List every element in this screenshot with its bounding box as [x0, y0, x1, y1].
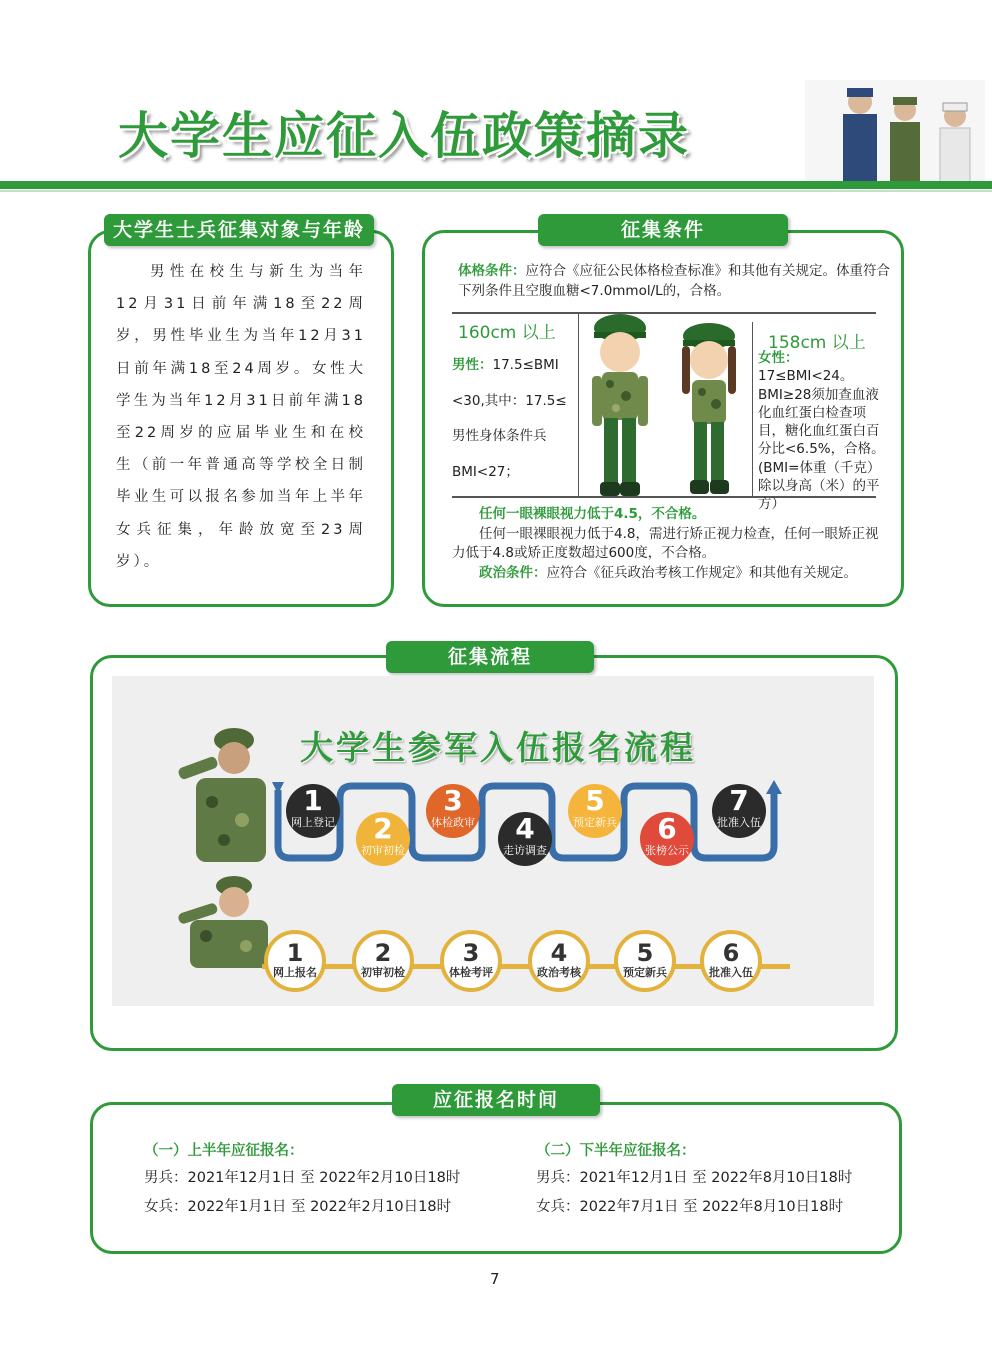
male-height: 160cm 以上: [458, 323, 556, 343]
male-line-4: BMI<27；: [452, 463, 519, 480]
page-title: 大学生应征入伍政策摘录: [118, 107, 690, 165]
male-line-1: 17.5≤BMI: [492, 357, 559, 373]
eligibility-text: [116, 256, 366, 578]
male-step-number: 5: [585, 784, 605, 817]
second-half-female: 女兵：2022年7月1日 至 2022年8月10日18时: [536, 1199, 844, 1215]
female-step-2: [352, 930, 414, 992]
male-step-7: [712, 784, 766, 838]
male-salute-soldier: [176, 722, 272, 862]
male-step-number: 1: [303, 784, 323, 817]
political-text: 应符合《征兵政治考核工作规定》和其他有关规定。: [546, 564, 857, 581]
first-half-male: 男兵：2021年12月1日 至 2022年2月10日18时: [144, 1170, 461, 1186]
male-line-3: 男性身体条件兵: [452, 428, 547, 444]
male-soldier-figure: [588, 312, 652, 498]
header-rule-light: [0, 190, 992, 192]
male-step-number: 7: [729, 784, 749, 817]
male-step-label: 网上登记: [291, 816, 335, 829]
header-rule: [0, 181, 992, 189]
female-step-label: 政治考核: [537, 966, 581, 979]
female-label: 女性：: [758, 350, 799, 366]
female-step-label: 体检考评: [449, 966, 493, 979]
male-step-number: 3: [443, 784, 463, 817]
conditions-tab: 征集条件: [538, 214, 788, 246]
female-step-5: [614, 930, 676, 992]
male-step-6: [640, 812, 694, 866]
process-tab: 征集流程: [386, 641, 594, 673]
political-label: 政治条件：: [479, 564, 547, 581]
male-step-label: 走访调查: [503, 844, 547, 857]
male-step-2: [356, 812, 410, 866]
page-number: 7: [490, 1270, 500, 1288]
first-half-female: 女兵：2022年1月1日 至 2022年2月10日18时: [144, 1199, 452, 1215]
second-half-title: （二）下半年应征报名：: [536, 1143, 696, 1159]
vision-bold: 任何一眼裸眼视力低于4.5，不合格。: [479, 506, 706, 522]
female-step-number: 2: [374, 939, 392, 967]
female-bmi: [758, 349, 888, 514]
female-salute-soldier: [176, 872, 268, 968]
male-step-number: 6: [657, 812, 677, 845]
registration-time-tab: 应征报名时间: [392, 1084, 600, 1116]
process-title: 大学生参军入伍报名流程: [300, 728, 696, 767]
female-soldier-figure: [676, 322, 742, 498]
female-step-1: [264, 930, 326, 992]
height-rule-top: [452, 312, 876, 314]
male-step-number: 2: [373, 812, 393, 845]
physical-text: 应符合《应征公民体格检查标准》和其他有关规定。体重符合下列条件且空腹血糖<7.0mmol/L的，合格。: [458, 263, 890, 299]
female-step-number: 3: [462, 939, 480, 967]
first-half-title: （一）上半年应征报名：: [144, 1143, 304, 1159]
female-step-3: [440, 930, 502, 992]
header-soldiers-image: [805, 80, 985, 182]
female-step-6: [700, 930, 762, 992]
second-half-male: 男兵：2021年12月1日 至 2022年8月10日18时: [536, 1170, 853, 1186]
vision-text: 任何一眼裸眼视力低于4.8，需进行矫正视力检查，任何一眼矫正视力低于4.8或矫正度数超过600度，不合格。: [452, 525, 879, 561]
male-step-4: [498, 812, 552, 866]
female-step-number: 4: [550, 939, 568, 967]
male-step-label: 张榜公示: [645, 844, 689, 857]
second-half-section: [536, 1138, 896, 1222]
female-step-number: 5: [636, 939, 654, 967]
female-step-label: 预定新兵: [623, 966, 667, 979]
male-step-label: 体检政审: [431, 816, 475, 829]
female-step-number: 6: [722, 939, 740, 967]
physical-condition: [458, 262, 890, 301]
female-height: 158cm 以上: [768, 333, 866, 353]
eligibility-body: 男性在校生与新生为当年12月31日前年满18至22周岁，男性毕业生为当年12月31日前年满18至24周岁。女性大学生为当年12月31日前年满18至22周岁的应届毕业生和在校生（前一年普通高等学校全日制毕业生可以报名参加当年上半年女兵征集，年龄放宽至23周岁）。: [116, 264, 366, 570]
female-step-4: [528, 930, 590, 992]
female-step-label: 初审初检: [361, 966, 405, 979]
physical-label: 体格条件：: [458, 263, 526, 279]
first-half-section: [144, 1138, 504, 1222]
male-bmi: [452, 348, 580, 490]
female-step-number: 1: [286, 939, 304, 967]
male-step-number: 4: [515, 812, 535, 845]
female-text: 17≤BMI<24。BMI≥28须加查血液化血红蛋白检查项目，糖化血红蛋白百分比<6.5%，合格。(BMI=体重（千克）除以身高（米）的平方）: [758, 368, 885, 513]
male-step-label: 初审初检: [361, 844, 405, 857]
male-step-5: [568, 784, 622, 838]
eligibility-tab: 大学生士兵征集对象与年龄: [104, 214, 374, 246]
male-step-label: 预定新兵: [573, 816, 617, 829]
male-label: 男性：: [452, 357, 493, 373]
male-step-1: [286, 784, 340, 838]
female-step-label: 批准入伍: [709, 966, 753, 979]
male-step-3: [426, 784, 480, 838]
female-step-label: 网上报名: [273, 966, 317, 979]
female-height-line: [752, 322, 753, 496]
male-step-label: 批准入伍: [717, 816, 761, 829]
vision-condition: [452, 505, 890, 583]
male-line-2: <30,其中：17.5≤: [452, 392, 567, 409]
